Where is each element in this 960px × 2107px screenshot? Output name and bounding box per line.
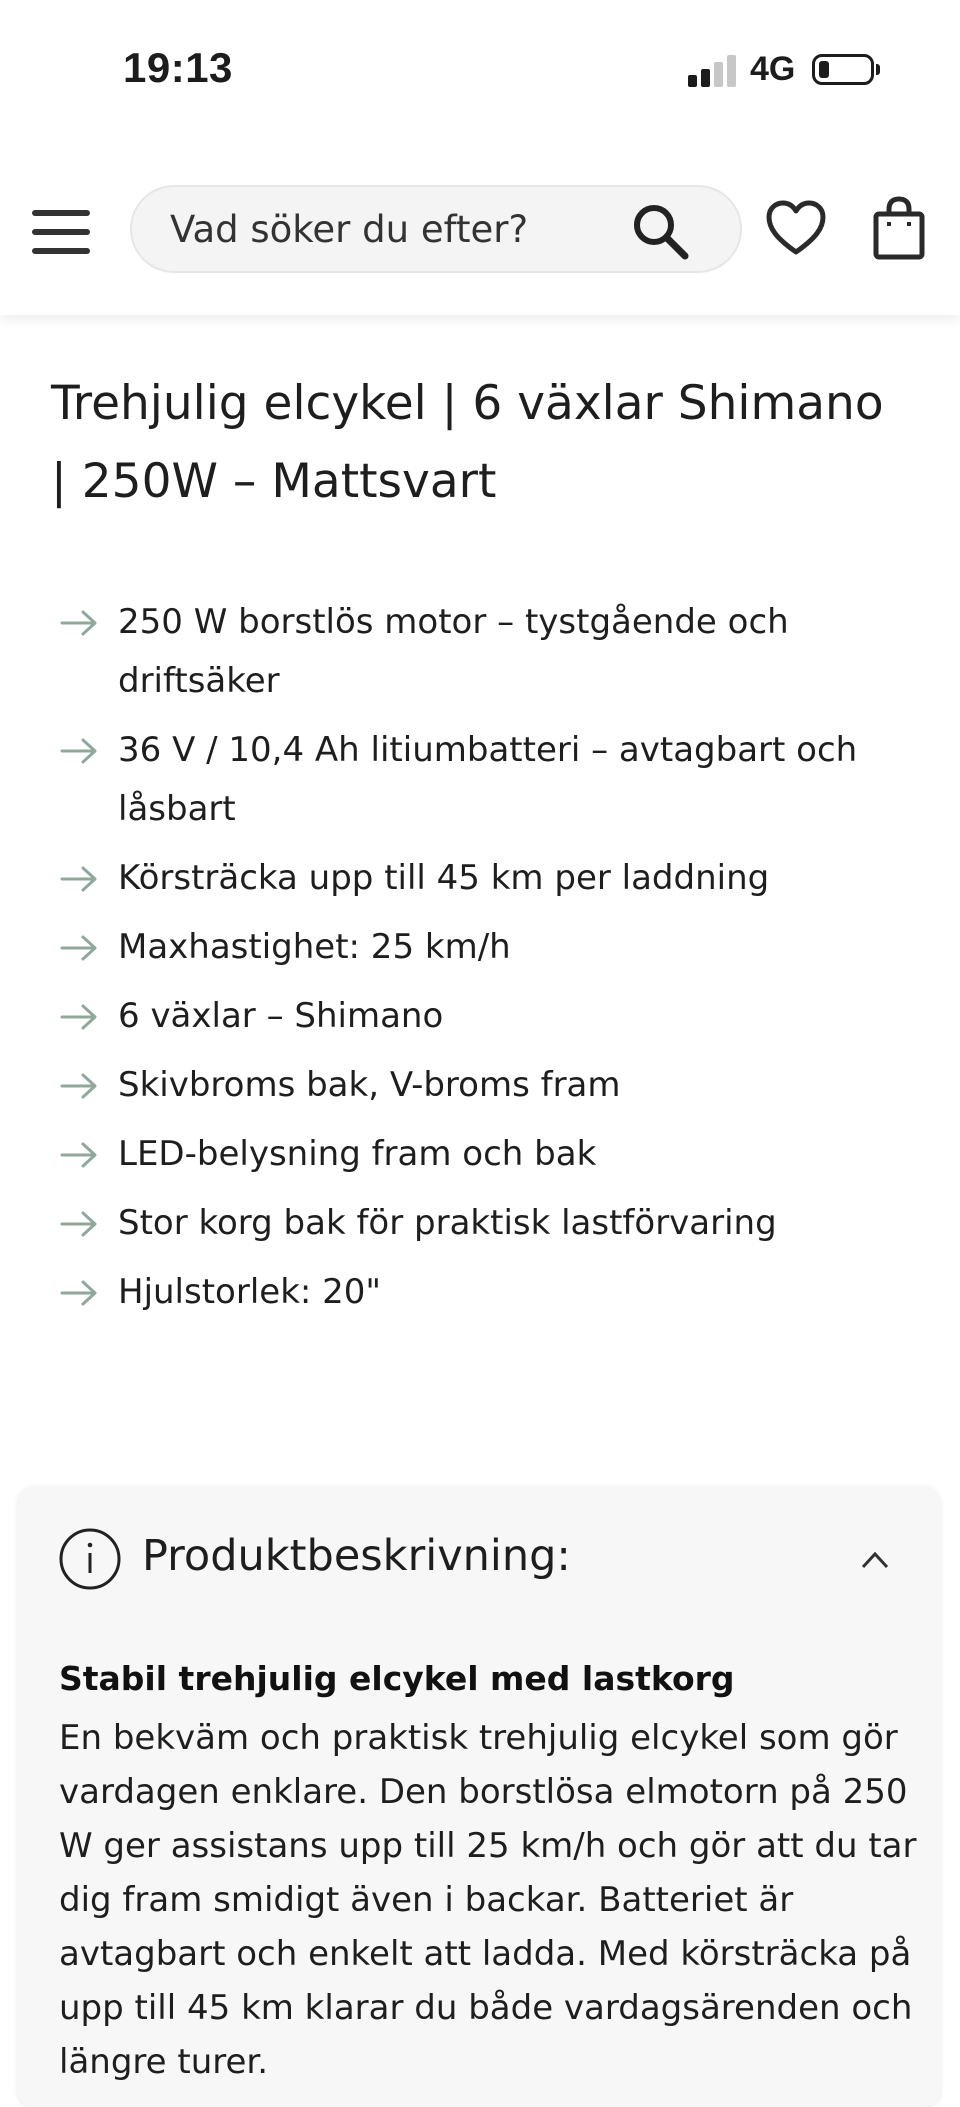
arrow-right-icon	[60, 935, 98, 961]
product-title: Trehjulig elcykel | 6 växlar Shimano | 250W – Mattsvart	[51, 376, 884, 509]
search-icon[interactable]	[630, 201, 690, 261]
search-bar[interactable]	[130, 185, 742, 273]
arrow-right-icon	[60, 1142, 98, 1168]
chevron-up-icon[interactable]	[860, 1549, 890, 1571]
arrow-right-icon	[60, 1211, 98, 1237]
bag-icon[interactable]	[872, 196, 926, 260]
arrow-right-icon	[60, 738, 98, 764]
feature-text: Skivbroms bak, V-broms fram	[118, 1065, 621, 1105]
search-input[interactable]	[170, 187, 630, 271]
info-icon	[58, 1527, 122, 1591]
arrow-right-icon	[60, 1073, 98, 1099]
feature-text: Hjulstorlek: 20"	[118, 1272, 382, 1312]
feature-item	[60, 918, 920, 977]
arrow-right-icon	[60, 1004, 98, 1030]
product-description-card	[18, 1487, 940, 2107]
feature-item	[60, 987, 920, 1046]
feature-item	[60, 721, 920, 839]
description-body: En bekväm och praktisk trehjulig elcykel som gör vardagen enklare. Den borstlösa elmotorn på 250 W ger assistans upp till 25 km/h och gör att du tar dig fram smidigt även i backar. Batteriet är avtagbart och enkelt att ladda. Med körsträcka på upp till 45 km klarar du både vardagsärenden och längre turer.	[59, 1718, 917, 2082]
network-type: 4G	[750, 50, 796, 88]
feature-text: 6 växlar – Shimano	[118, 996, 444, 1036]
description-heading[interactable]: Produktbeskrivning:	[142, 1531, 571, 1581]
description-subtitle: Stabil trehjulig elcykel med lastkorg	[59, 1659, 735, 1698]
feature-text: Körsträcka upp till 45 km per laddning	[118, 858, 770, 898]
battery-icon	[812, 54, 874, 85]
feature-item	[60, 1056, 920, 1115]
feature-list	[60, 593, 920, 1332]
feature-text: Maxhastighet: 25 km/h	[118, 927, 511, 967]
status-bar	[0, 0, 960, 140]
feature-text: LED-belysning fram och bak	[118, 1134, 597, 1174]
heart-icon[interactable]	[766, 200, 826, 256]
menu-icon[interactable]	[32, 210, 92, 254]
feature-text: 36 V / 10,4 Ah litiumbatteri – avtagbart och låsbart	[118, 730, 858, 829]
feature-item	[60, 1194, 920, 1253]
status-time: 19:13	[123, 44, 233, 91]
feature-item	[60, 1125, 920, 1184]
arrow-right-icon	[60, 866, 98, 892]
feature-text: 250 W borstlös motor – tystgående och driftsäker	[118, 602, 789, 701]
site-header	[0, 140, 960, 315]
feature-text: Stor korg bak för praktisk lastförvaring	[118, 1203, 777, 1243]
battery-tip	[876, 64, 880, 75]
feature-item	[60, 593, 920, 711]
arrow-right-icon	[60, 610, 98, 636]
signal-icon	[688, 53, 738, 87]
feature-item	[60, 849, 920, 908]
arrow-right-icon	[60, 1280, 98, 1306]
feature-item	[60, 1263, 920, 1322]
